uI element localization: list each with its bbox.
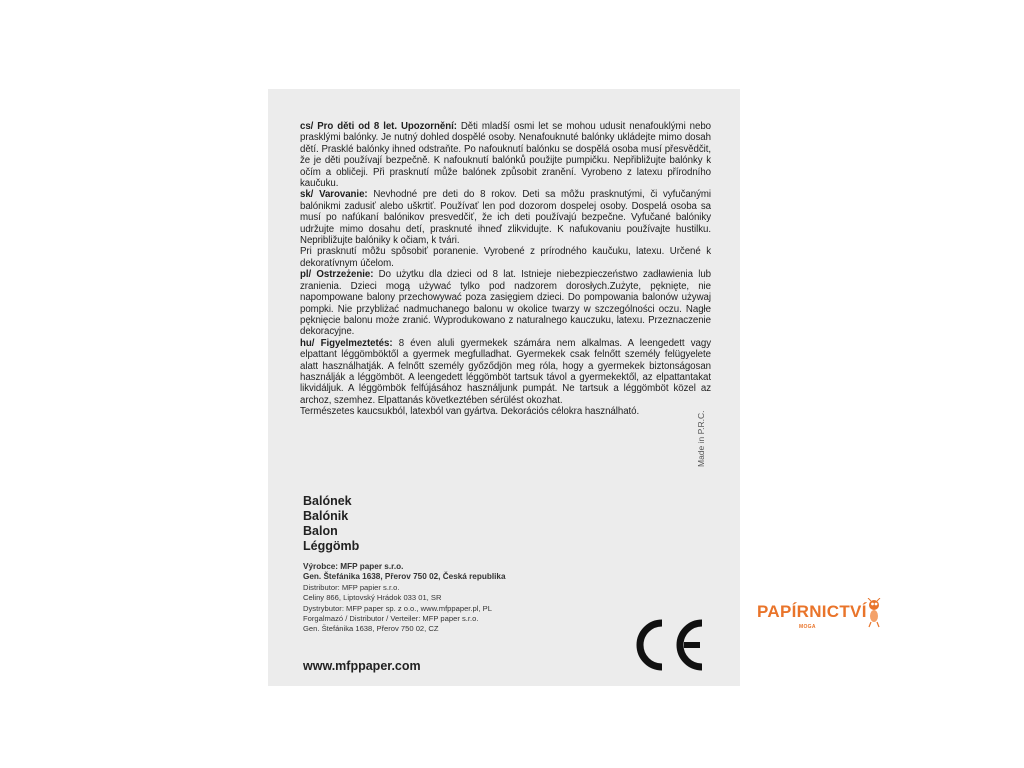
- warning-paragraph-cs: [300, 121, 711, 189]
- distributor-line: Dystrybutor: MFP paper sp. z o.o., www.mfppaper.pl, PL: [303, 603, 492, 613]
- warning-label: sk/ Varovanie:: [300, 189, 368, 201]
- manufacturer-name: Výrobce: MFP paper s.r.o.: [303, 562, 404, 571]
- distributor-line: Gen. Štefánika 1638, Přerov 750 02, CZ: [303, 624, 439, 634]
- warning-body: Děti mladší osmi let se mohou udusit nenafouklými nebo prasklými balónky. Je nutný dohled dospělé osoby. Nenafouknuté balónky ukládejte mimo dosah dětí. Prasklé balónky ihned odstraňte. Po nafouknutí balónku se dospělá osoba musí přesvědčit, že je děti používají bezpečně. K nafouknutí balónků použijte pumpičku. Nepřibližujte balónky k očím a obličeji. Při prasknutí může balónek způsobit zranění. Vyrobeno z latexu přírodního kaučuku.: [300, 121, 711, 190]
- distributor-line: Celiny 866, Liptovský Hrádok 033 01, SR: [303, 593, 442, 603]
- warning-body: Nevhodné pre deti do 8 rokov. Deti sa môžu prasknutými, či vyfučanými balónikmi zadusiť alebo uškrtiť. Používať len pod dozorom dospelej osoby. Dospelá osoba sa musí po nafúkaní balónikov presvedčiť, že ich deti používajú bezpečne. Vyfučané balóniky udržujte mimo dosahu detí, prasknuté ihneď zlikvidujte. K nafukovaniu používajte hustilku. Nepribližujte balóniky k očiam, k tvári.: [300, 189, 711, 247]
- warning-body: 8 éven aluli gyermekek számára nem alkalmas. A leengedett vagy elpattant léggömböktől a gyermek megfulladhat. Gyermekek csak felnőtt személy felügyelete alatt használhatják. A felnőtt személy győződjön meg róla, hogy a gyermekek biztonságosan használják a léggömböt. A leengedett léggömböt tartsuk távol a gyermekektől, az elpattantakat likvidáljuk. A léggömbök felfújásához használjunk pumpát. Ne tartsuk a léggömböt közel az archoz, szemhez. Elpattanás következtében sérülést okozhat.: [300, 337, 711, 406]
- warning-label: hu/ Figyelmeztetés:: [300, 337, 393, 349]
- ant-mascot-icon: [863, 598, 885, 628]
- warning-paragraph-sk: [300, 189, 711, 246]
- logo-text: PAPÍRNICTVÍ: [757, 602, 867, 621]
- warning-paragraph-hu-cont: [300, 406, 711, 417]
- warning-paragraph-sk-cont: [300, 246, 711, 269]
- warning-text-block: [300, 121, 711, 418]
- warning-paragraph-pl: [300, 269, 711, 337]
- warning-body: Do użytku dla dzieci od 8 lat. Istnieje niebezpieczeństwo zadławienia lub zranienia. Dzieci mogą używać tylko pod nadzorem dorosłych.Zużyte, pęknięte, nie napompowane balony przechowywać poza zasięgiem dzieci. Do pompowania balonów używaj pompki. Nie przybliżać nadmuchanego balonu w okolice twarzy w szczególności oczu. Nagłe pęknięcie balonu może zranić. Wyprodukowano z naturalnego kauczuku, latexu. Przeznaczenie dekoracyjne.: [300, 269, 711, 338]
- warning-body: Természetes kaucsukból, latexból van gyártva. Dekorációs célokra használható.: [300, 406, 640, 418]
- logo-subtext: MOGA: [799, 624, 816, 630]
- made-in-label: Made in P.R.C.: [696, 410, 706, 467]
- warning-paragraph-hu: [300, 338, 711, 406]
- product-label-card: [268, 89, 740, 686]
- product-name-sk: Balónik: [303, 509, 349, 523]
- distributor-line: Distributor: MFP papier s.r.o.: [303, 582, 400, 592]
- product-name-hu: Léggömb: [303, 539, 360, 553]
- ce-mark-icon: [628, 617, 706, 673]
- papirnictvi-logo: [757, 598, 887, 634]
- distributor-line: Forgalmazó / Distributor / Verteiler: MFP paper s.r.o.: [303, 614, 479, 624]
- warning-label: cs/ Pro děti od 8 let. Upozornění:: [300, 121, 457, 132]
- warning-label: pl/ Ostrzeżenie:: [300, 269, 374, 281]
- product-names: [303, 494, 359, 554]
- website-url: www.mfppaper.com: [303, 659, 421, 673]
- warning-body: Pri prasknutí môžu spôsobiť poranenie. Vyrobené z prírodného kaučuku, latexu. Určené k dekoratívnym účelom.: [300, 246, 711, 269]
- manufacturer-info: [303, 562, 593, 635]
- product-name-cs: Balónek: [303, 494, 352, 508]
- manufacturer-address: Gen. Štefánika 1638, Přerov 750 02, Česká republika: [303, 572, 506, 582]
- product-name-pl: Balon: [303, 524, 338, 538]
